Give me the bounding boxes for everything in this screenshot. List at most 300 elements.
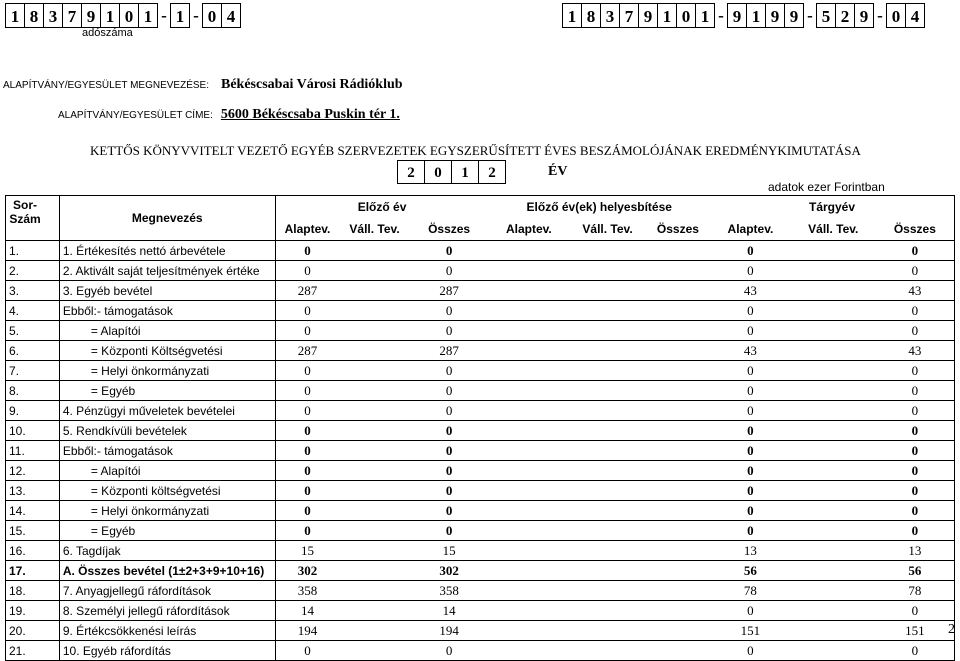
taxid-left-digit: 8 — [24, 3, 44, 28]
prev-alaptev: 0 — [275, 481, 339, 501]
prev-alaptev: 0 — [275, 301, 339, 321]
curr-osszes: 0 — [876, 521, 955, 541]
curr-alaptev: 43 — [710, 281, 791, 301]
curr-osszes: 0 — [876, 501, 955, 521]
prev-alaptev: 0 — [275, 381, 339, 401]
table-row — [6, 241, 955, 261]
table-row — [6, 301, 955, 321]
taxid-right-digit: 9 — [638, 3, 658, 28]
corr-osszes — [646, 421, 710, 441]
prev-vall-tev — [339, 341, 409, 361]
curr-alaptev: 0 — [710, 481, 791, 501]
prev-vall-tev — [339, 621, 409, 641]
prev-osszes: 0 — [410, 301, 489, 321]
corr-vall-tev — [569, 441, 646, 461]
prev-alaptev: 14 — [275, 601, 339, 621]
subheader-vall-tev: Váll. Tev. — [339, 218, 409, 241]
table-row — [6, 541, 955, 561]
taxid-left-digit: 1 — [100, 3, 120, 28]
prev-vall-tev — [339, 241, 409, 261]
curr-osszes: 0 — [876, 261, 955, 281]
taxid-right-digit: 1 — [746, 3, 766, 28]
corr-alaptev — [488, 361, 569, 381]
taxid-left-digit: 1 — [170, 3, 190, 28]
corr-vall-tev — [569, 341, 646, 361]
corr-alaptev — [488, 481, 569, 501]
corr-osszes — [646, 601, 710, 621]
row-number: 17. — [6, 561, 60, 581]
prev-vall-tev — [339, 321, 409, 341]
corr-vall-tev — [569, 421, 646, 441]
year-digit: 2 — [397, 160, 425, 184]
curr-vall-tev — [791, 441, 876, 461]
row-label: A. Összes bevétel (1±2+3+9+10+16) — [59, 561, 275, 581]
curr-osszes: 56 — [876, 561, 955, 581]
corr-osszes — [646, 381, 710, 401]
curr-osszes: 0 — [876, 441, 955, 461]
curr-vall-tev — [791, 521, 876, 541]
prev-alaptev: 0 — [275, 641, 339, 661]
curr-vall-tev — [791, 501, 876, 521]
corr-osszes — [646, 561, 710, 581]
row-number: 7. — [6, 361, 60, 381]
subheader-osszes: Összes — [876, 218, 955, 241]
prev-alaptev: 358 — [275, 581, 339, 601]
curr-vall-tev — [791, 581, 876, 601]
table-row — [6, 401, 955, 421]
curr-alaptev: 0 — [710, 401, 791, 421]
corr-vall-tev — [569, 581, 646, 601]
corr-osszes — [646, 261, 710, 281]
corr-osszes — [646, 481, 710, 501]
prev-alaptev: 15 — [275, 541, 339, 561]
corr-vall-tev — [569, 521, 646, 541]
row-label: = Helyi önkormányzati — [59, 361, 275, 381]
prev-osszes: 0 — [410, 321, 489, 341]
taxid-right-digit: - — [877, 6, 883, 25]
corr-alaptev — [488, 601, 569, 621]
prev-vall-tev — [339, 461, 409, 481]
row-label: 1. Értékesítés nettó árbevétele — [59, 241, 275, 261]
taxid-right-digit: 3 — [600, 3, 620, 28]
header-sor-szam — [6, 196, 60, 241]
prev-osszes: 0 — [410, 461, 489, 481]
taxid-right-digit: 5 — [816, 3, 836, 28]
corr-alaptev — [488, 381, 569, 401]
row-number: 13. — [6, 481, 60, 501]
curr-vall-tev — [791, 261, 876, 281]
prev-vall-tev — [339, 401, 409, 421]
curr-osszes: 0 — [876, 361, 955, 381]
table-row — [6, 621, 955, 641]
year-box — [398, 160, 506, 184]
table-row — [6, 281, 955, 301]
prev-vall-tev — [339, 421, 409, 441]
prev-osszes: 0 — [410, 241, 489, 261]
curr-osszes: 13 — [876, 541, 955, 561]
row-number: 6. — [6, 341, 60, 361]
corr-alaptev — [488, 341, 569, 361]
row-number: 11. — [6, 441, 60, 461]
prev-alaptev: 0 — [275, 461, 339, 481]
curr-vall-tev — [791, 601, 876, 621]
corr-alaptev — [488, 301, 569, 321]
prev-vall-tev — [339, 581, 409, 601]
corr-alaptev — [488, 421, 569, 441]
corr-osszes — [646, 281, 710, 301]
corr-vall-tev — [569, 501, 646, 521]
curr-alaptev: 0 — [710, 361, 791, 381]
row-label: 7. Anyagjellegű ráfordítások — [59, 581, 275, 601]
income-statement-table — [5, 195, 955, 661]
prev-alaptev: 287 — [275, 341, 339, 361]
curr-alaptev: 0 — [710, 641, 791, 661]
taxid-left-digit: 1 — [138, 3, 158, 28]
corr-vall-tev — [569, 481, 646, 501]
prev-vall-tev — [339, 601, 409, 621]
curr-osszes: 151 — [876, 621, 955, 641]
curr-osszes: 0 — [876, 461, 955, 481]
corr-alaptev — [488, 281, 569, 301]
corr-vall-tev — [569, 361, 646, 381]
curr-osszes: 0 — [876, 421, 955, 441]
curr-alaptev: 43 — [710, 341, 791, 361]
row-label: = Egyéb — [59, 521, 275, 541]
year-digit: 1 — [451, 160, 479, 184]
prev-alaptev: 0 — [275, 521, 339, 541]
taxid-left-digit: 3 — [43, 3, 63, 28]
table-row — [6, 601, 955, 621]
curr-osszes: 0 — [876, 241, 955, 261]
prev-vall-tev — [339, 521, 409, 541]
corr-osszes — [646, 401, 710, 421]
table-row — [6, 261, 955, 281]
curr-alaptev: 78 — [710, 581, 791, 601]
curr-vall-tev — [791, 341, 876, 361]
taxid-right-digit: 4 — [905, 3, 925, 28]
row-number: 18. — [6, 581, 60, 601]
taxid-right-digit: 7 — [619, 3, 639, 28]
prev-osszes: 0 — [410, 441, 489, 461]
prev-vall-tev — [339, 281, 409, 301]
prev-vall-tev — [339, 441, 409, 461]
taxid-right-digit: 1 — [695, 3, 715, 28]
row-number: 1. — [6, 241, 60, 261]
table-row — [6, 321, 955, 341]
prev-alaptev: 0 — [275, 441, 339, 461]
org-name: Békéscsabai Városi Rádióklub — [221, 77, 403, 92]
corr-osszes — [646, 501, 710, 521]
row-number: 15. — [6, 521, 60, 541]
row-number: 12. — [6, 461, 60, 481]
table-row — [6, 581, 955, 601]
prev-vall-tev — [339, 501, 409, 521]
corr-osszes — [646, 581, 710, 601]
row-label: = Helyi önkormányzati — [59, 501, 275, 521]
unit-note: adatok ezer Forintban — [768, 180, 885, 194]
curr-vall-tev — [791, 461, 876, 481]
curr-alaptev: 0 — [710, 241, 791, 261]
prev-alaptev: 0 — [275, 261, 339, 281]
row-label: 8. Személyi jellegű ráfordítások — [59, 601, 275, 621]
prev-vall-tev — [339, 541, 409, 561]
curr-osszes: 78 — [876, 581, 955, 601]
year-digit: 0 — [424, 160, 452, 184]
corr-alaptev — [488, 461, 569, 481]
prev-osszes: 0 — [410, 261, 489, 281]
curr-alaptev: 0 — [710, 461, 791, 481]
corr-alaptev — [488, 401, 569, 421]
year-label: ÉV — [548, 164, 568, 179]
corr-alaptev — [488, 561, 569, 581]
prev-osszes: 14 — [410, 601, 489, 621]
curr-alaptev: 13 — [710, 541, 791, 561]
table-row — [6, 381, 955, 401]
prev-osszes: 194 — [410, 621, 489, 641]
page-number: 2 — [948, 622, 955, 637]
curr-osszes: 43 — [876, 341, 955, 361]
subheader-alaptev: Alaptev. — [488, 218, 569, 241]
corr-osszes — [646, 541, 710, 561]
row-number: 14. — [6, 501, 60, 521]
prev-vall-tev — [339, 381, 409, 401]
corr-alaptev — [488, 621, 569, 641]
corr-alaptev — [488, 321, 569, 341]
corr-vall-tev — [569, 301, 646, 321]
prev-osszes: 0 — [410, 501, 489, 521]
prev-vall-tev — [339, 481, 409, 501]
prev-osszes: 0 — [410, 381, 489, 401]
taxid-right-digit: 2 — [835, 3, 855, 28]
corr-osszes — [646, 621, 710, 641]
corr-osszes — [646, 441, 710, 461]
subheader-osszes: Összes — [646, 218, 710, 241]
curr-alaptev: 0 — [710, 521, 791, 541]
row-label: 6. Tagdíjak — [59, 541, 275, 561]
curr-vall-tev — [791, 361, 876, 381]
row-label: = Központi Költségvetési — [59, 341, 275, 361]
curr-alaptev: 0 — [710, 381, 791, 401]
header-megnevezes: Megnevezés — [59, 196, 275, 241]
curr-vall-tev — [791, 321, 876, 341]
corr-osszes — [646, 641, 710, 661]
row-label: 9. Értékcsökkenési leírás — [59, 621, 275, 641]
curr-osszes: 0 — [876, 481, 955, 501]
taxid-left-digit: - — [193, 6, 199, 25]
prev-vall-tev — [339, 261, 409, 281]
row-number: 3. — [6, 281, 60, 301]
prev-osszes: 302 — [410, 561, 489, 581]
corr-alaptev — [488, 521, 569, 541]
org-name-label: ALAPÍTVÁNY/EGYESÜLET MEGNEVEZÉSE: — [3, 80, 209, 91]
row-number: 19. — [6, 601, 60, 621]
prev-alaptev: 0 — [275, 321, 339, 341]
taxid-right-digit: 9 — [854, 3, 874, 28]
table-row — [6, 481, 955, 501]
prev-osszes: 0 — [410, 641, 489, 661]
prev-alaptev: 287 — [275, 281, 339, 301]
org-address-label: ALAPÍTVÁNY/EGYESÜLET CÍME: — [58, 110, 213, 121]
curr-osszes: 0 — [876, 321, 955, 341]
prev-vall-tev — [339, 361, 409, 381]
row-label: = Alapítói — [59, 321, 275, 341]
prev-alaptev: 194 — [275, 621, 339, 641]
taxid-left-digit: 9 — [81, 3, 101, 28]
header-sor-szam-text: Sor-Szám — [9, 198, 41, 226]
row-label: Ebből:- támogatások — [59, 441, 275, 461]
taxid-right-digit: - — [807, 6, 813, 25]
org-name-line — [3, 75, 403, 93]
prev-alaptev: 0 — [275, 501, 339, 521]
corr-vall-tev — [569, 621, 646, 641]
curr-vall-tev — [791, 401, 876, 421]
org-address: 5600 Békéscsaba Puskin tér 1. — [220, 107, 400, 122]
curr-vall-tev — [791, 561, 876, 581]
taxid-label: adószáma — [82, 27, 133, 39]
row-label: = Egyéb — [59, 381, 275, 401]
taxid-right — [562, 3, 925, 28]
header-correction: Előző év(ek) helyesbítése — [488, 196, 710, 219]
corr-alaptev — [488, 501, 569, 521]
row-label: = Központi költségvetési — [59, 481, 275, 501]
org-address-line — [58, 105, 400, 123]
row-label: 3. Egyéb bevétel — [59, 281, 275, 301]
prev-osszes: 0 — [410, 401, 489, 421]
curr-vall-tev — [791, 301, 876, 321]
row-label: 2. Aktivált saját teljesítmények értéke — [59, 261, 275, 281]
curr-alaptev: 0 — [710, 321, 791, 341]
curr-osszes: 0 — [876, 641, 955, 661]
taxid-right-digit: 0 — [886, 3, 906, 28]
corr-alaptev — [488, 261, 569, 281]
corr-osszes — [646, 241, 710, 261]
prev-osszes: 0 — [410, 521, 489, 541]
row-number: 8. — [6, 381, 60, 401]
prev-vall-tev — [339, 561, 409, 581]
table-row — [6, 441, 955, 461]
row-number: 16. — [6, 541, 60, 561]
prev-osszes: 287 — [410, 341, 489, 361]
row-label: 4. Pénzügyi műveletek bevételei — [59, 401, 275, 421]
corr-vall-tev — [569, 261, 646, 281]
corr-osszes — [646, 361, 710, 381]
corr-alaptev — [488, 441, 569, 461]
taxid-right-digit: 0 — [676, 3, 696, 28]
prev-osszes: 0 — [410, 361, 489, 381]
taxid-left-digit: 4 — [221, 3, 241, 28]
curr-vall-tev — [791, 421, 876, 441]
corr-vall-tev — [569, 641, 646, 661]
prev-alaptev: 0 — [275, 401, 339, 421]
curr-osszes: 0 — [876, 381, 955, 401]
row-number: 9. — [6, 401, 60, 421]
curr-vall-tev — [791, 381, 876, 401]
taxid-left-digit: 0 — [202, 3, 222, 28]
row-number: 10. — [6, 421, 60, 441]
corr-alaptev — [488, 641, 569, 661]
curr-alaptev: 0 — [710, 441, 791, 461]
corr-vall-tev — [569, 401, 646, 421]
curr-alaptev: 0 — [710, 301, 791, 321]
corr-alaptev — [488, 581, 569, 601]
corr-alaptev — [488, 541, 569, 561]
curr-alaptev: 151 — [710, 621, 791, 641]
taxid-left-digit: 1 — [5, 3, 25, 28]
prev-alaptev: 0 — [275, 241, 339, 261]
taxid-left-digit: 7 — [62, 3, 82, 28]
curr-alaptev: 0 — [710, 421, 791, 441]
taxid-right-digit: 1 — [657, 3, 677, 28]
taxid-left-digit: 0 — [119, 3, 139, 28]
subheader-vall-tev: Váll. Tev. — [791, 218, 876, 241]
row-number: 2. — [6, 261, 60, 281]
row-number: 20. — [6, 621, 60, 641]
table-row — [6, 361, 955, 381]
row-label: 10. Egyéb ráfordítás — [59, 641, 275, 661]
corr-vall-tev — [569, 561, 646, 581]
corr-vall-tev — [569, 241, 646, 261]
curr-osszes: 0 — [876, 301, 955, 321]
row-label: Ebből:- támogatások — [59, 301, 275, 321]
table-row — [6, 501, 955, 521]
curr-vall-tev — [791, 241, 876, 261]
header-current-year: Tárgyév — [710, 196, 954, 219]
corr-alaptev — [488, 241, 569, 261]
curr-vall-tev — [791, 541, 876, 561]
prev-osszes: 0 — [410, 421, 489, 441]
curr-vall-tev — [791, 481, 876, 501]
row-label: = Alapítói — [59, 461, 275, 481]
corr-vall-tev — [569, 461, 646, 481]
corr-vall-tev — [569, 541, 646, 561]
taxid-right-digit: - — [718, 6, 724, 25]
subheader-alaptev: Alaptev. — [710, 218, 791, 241]
taxid-right-digit: 8 — [581, 3, 601, 28]
corr-osszes — [646, 301, 710, 321]
table-row — [6, 641, 955, 661]
corr-osszes — [646, 461, 710, 481]
prev-osszes: 0 — [410, 481, 489, 501]
taxid-left-digit: - — [161, 6, 167, 25]
corr-vall-tev — [569, 381, 646, 401]
curr-vall-tev — [791, 281, 876, 301]
corr-osszes — [646, 341, 710, 361]
table-row — [6, 521, 955, 541]
prev-vall-tev — [339, 301, 409, 321]
table-row — [6, 341, 955, 361]
row-label: 5. Rendkívüli bevételek — [59, 421, 275, 441]
prev-osszes: 287 — [410, 281, 489, 301]
report-title: KETTŐS KÖNYVVITELT VEZETŐ EGYÉB SZERVEZETEK EGYSZERŰSÍTETT ÉVES BESZÁMOLÓJÁNAK EREDMÉNYKIMUTATÁSA — [90, 143, 861, 158]
curr-alaptev: 56 — [710, 561, 791, 581]
curr-osszes: 0 — [876, 401, 955, 421]
prev-alaptev: 302 — [275, 561, 339, 581]
taxid-right-digit: 9 — [765, 3, 785, 28]
prev-alaptev: 0 — [275, 421, 339, 441]
curr-alaptev: 0 — [710, 501, 791, 521]
curr-vall-tev — [791, 621, 876, 641]
prev-vall-tev — [339, 641, 409, 661]
corr-osszes — [646, 521, 710, 541]
taxid-right-digit: 9 — [784, 3, 804, 28]
prev-osszes: 15 — [410, 541, 489, 561]
corr-vall-tev — [569, 601, 646, 621]
row-number: 5. — [6, 321, 60, 341]
taxid-left — [5, 3, 241, 28]
table-row — [6, 421, 955, 441]
corr-osszes — [646, 321, 710, 341]
curr-alaptev: 0 — [710, 261, 791, 281]
